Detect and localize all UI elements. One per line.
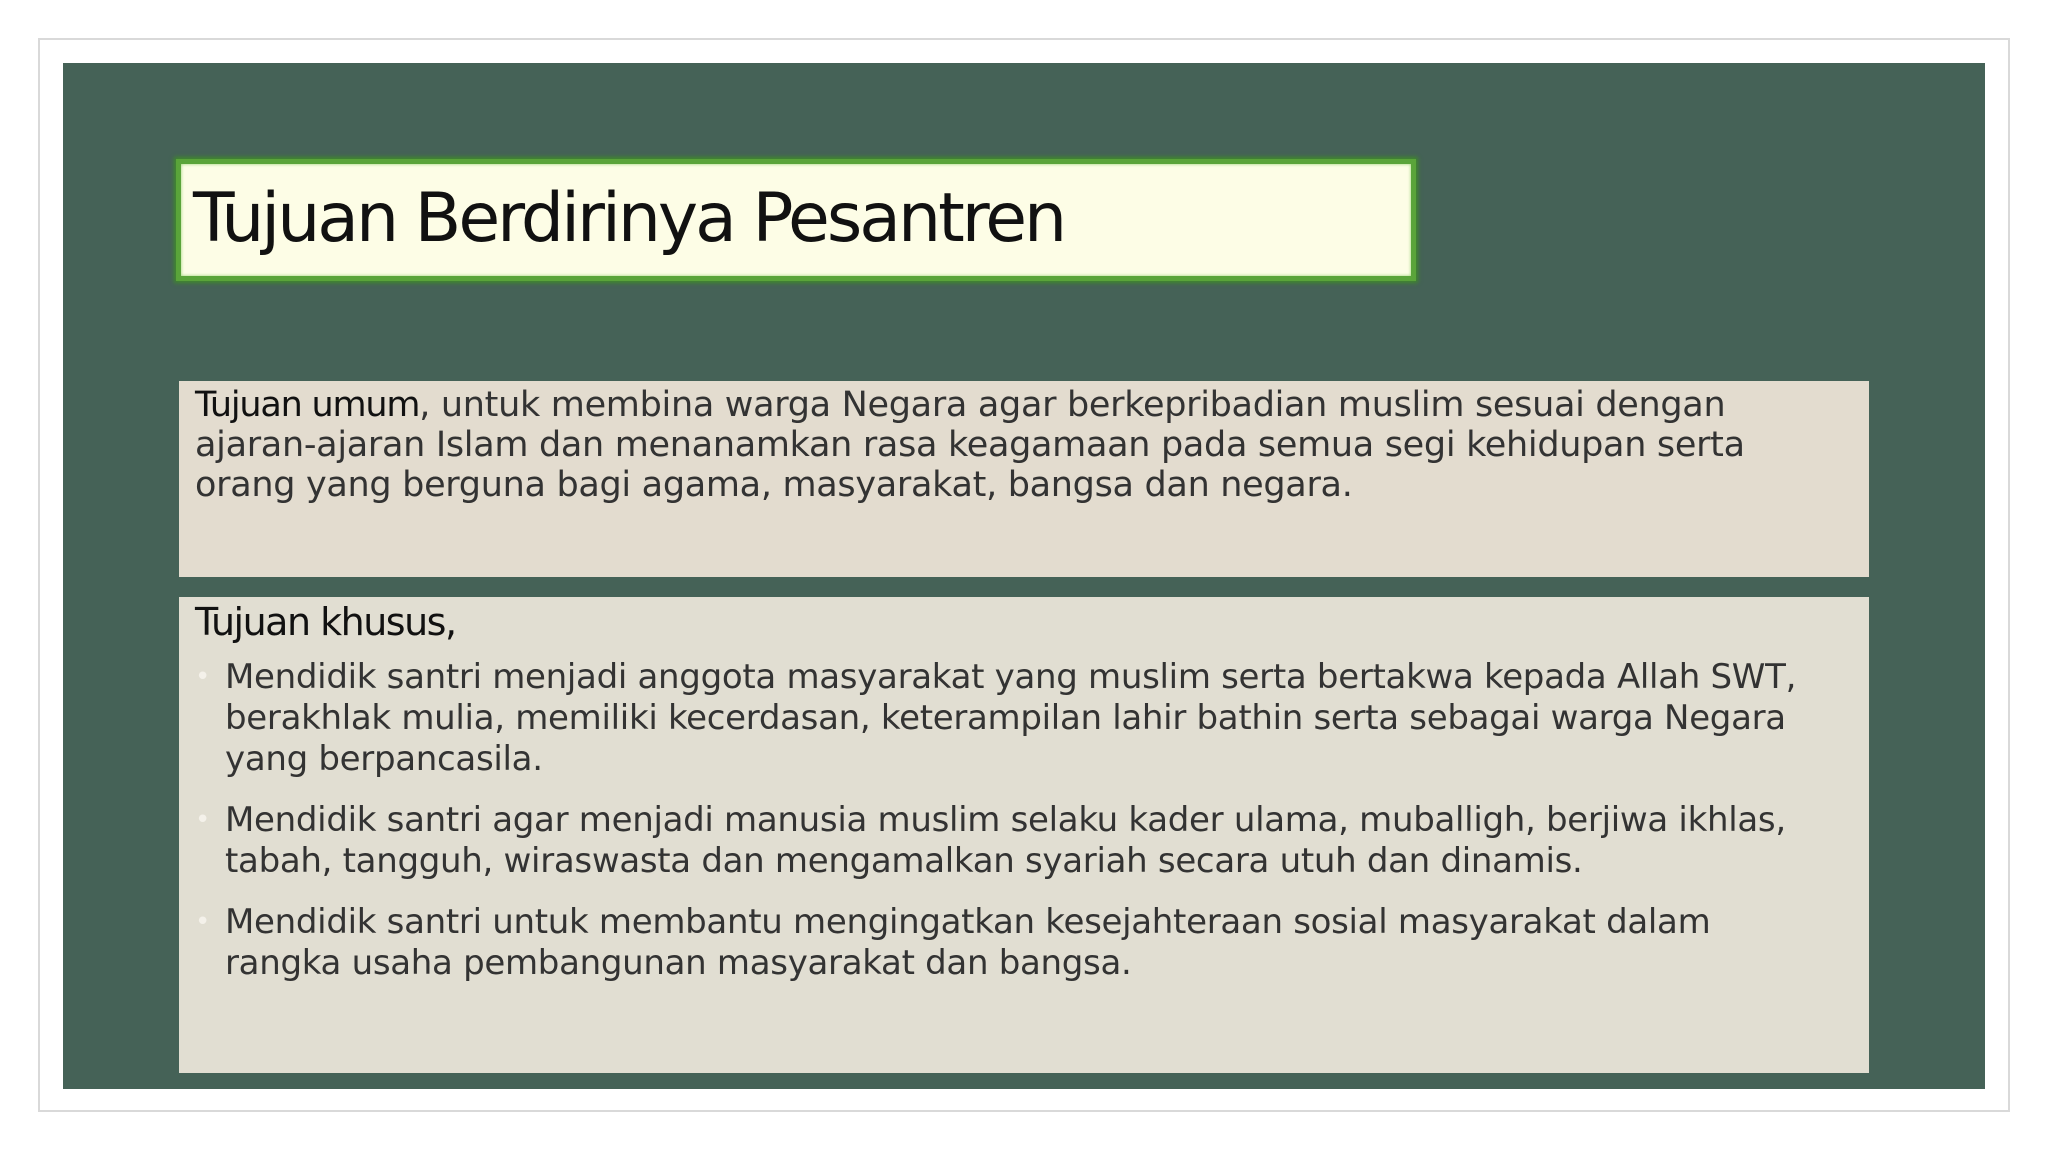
tujuan-umum-label: Tujuan umum	[195, 385, 420, 425]
tujuan-khusus-list	[195, 657, 1835, 1004]
slide-title: Tujuan Berdirinya Pesantren	[193, 179, 1065, 258]
bullet-icon: •	[195, 662, 211, 692]
tujuan-khusus-label: Tujuan khusus	[195, 600, 445, 644]
list-item	[195, 902, 1835, 984]
list-item-text: Mendidik santri menjadi anggota masyarakat yang muslim serta bertakwa kepada Allah SWT, berakhlak mulia, memiliki kecerdasan, keterampilan lahir bathin serta sebagai warga Negara yang berpancasila.	[225, 657, 1797, 779]
bullet-icon: •	[195, 907, 211, 937]
list-item	[195, 657, 1835, 780]
list-item-text: Mendidik santri agar menjadi manusia muslim selaku kader ulama, muballigh, berjiwa ikhlas, tabah, tangguh, wiraswasta dan mengamalkan syariah secara utuh dan dinamis.	[225, 800, 1786, 881]
tujuan-umum-paragraph	[195, 385, 1795, 505]
tujuan-khusus-heading	[195, 597, 456, 647]
tujuan-khusus-comma: ,	[444, 600, 456, 644]
tujuan-umum-text: , untuk membina warga Negara agar berkepribadian muslim sesuai dengan ajaran-ajaran Islam dan menanamkan rasa keagamaan pada semua segi kehidupan serta orang yang berguna bagi agama, masyarakat, bangsa dan negara.	[195, 385, 1745, 505]
slide	[63, 63, 1985, 1089]
tujuan-umum-panel	[179, 381, 1869, 577]
list-item-text: Mendidik santri untuk membantu mengingatkan kesejahteraan sosial masyarakat dalam rangka usaha pembangunan masyarakat dan bangsa.	[225, 902, 1711, 983]
title-box	[176, 159, 1416, 281]
list-item	[195, 800, 1835, 882]
tujuan-khusus-panel	[179, 597, 1869, 1073]
bullet-icon: •	[195, 805, 211, 835]
